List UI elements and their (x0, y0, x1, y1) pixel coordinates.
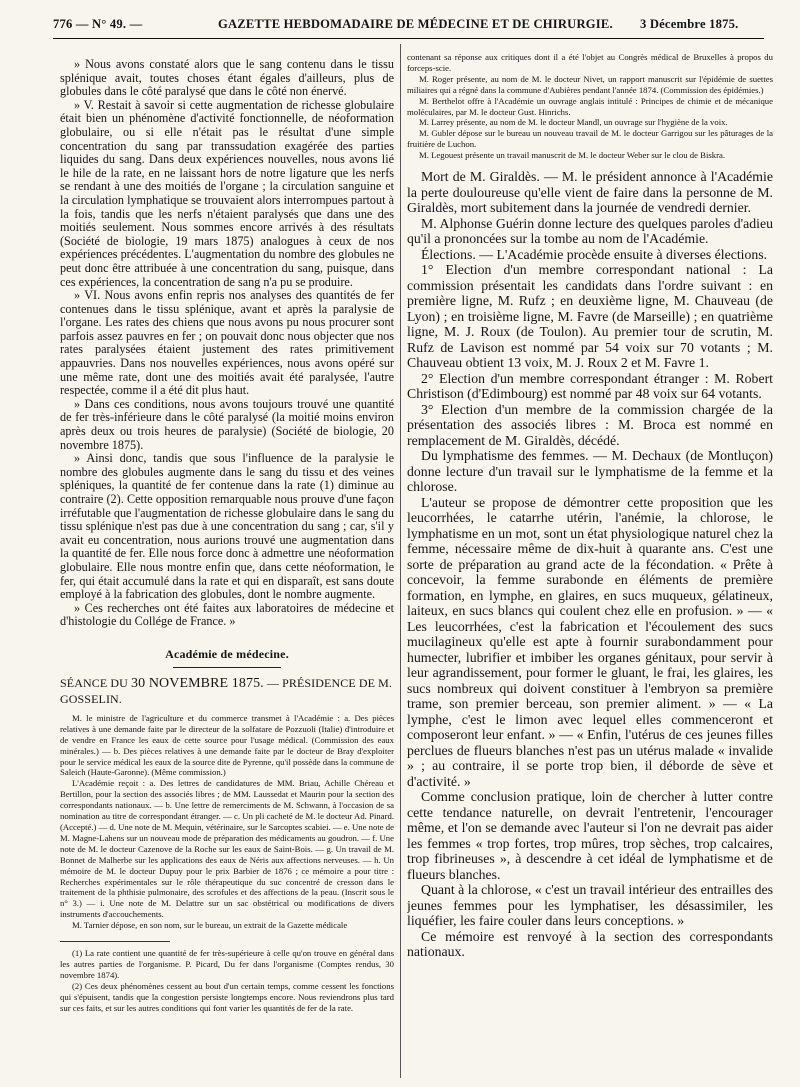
issue-number: — N° 49. — (75, 17, 143, 31)
minutes-paragraph: M. Roger présente, au nom de M. le docteur Nivet, un rapport manuscrit sur l'épidémie de suettes miliaires qui a régné dans la commune d'Aubières pendant l'année 1874. (Commission des épidémies.) (407, 73, 773, 95)
minutes-paragraph: L'Académie reçoit : a. Des lettres de candidatures de MM. Briau, Achille Chéreau et Bertillon, pour la section des associés libres ; de MM. Laussedat et Maurin pour la section des correspondants nationaux. — b. Une lettre de remerciments de M. Schwann, à l'occasion de sa nomination au titre de correspondant étranger. — c. Un pli cacheté de M. le docteur Ad. Pinard. (Accepté.) — d. Une note de M. Mequin, vétérinaire, sur le Sarcoptes scabiei. — e. Une note de M. Magne-Lahens sur un nouveau mode de préparation des médicaments au goudron. — f. Une note de M. le docteur Cazenove de la Roche sur les eaux de Saint-Bois. — g. Un travail de M. Bonnet de Malherbe sur les applications des eaux de Néris aux affections nerveuses. — h. Un mémoire de M. le docteur Dupuy pour le prix Barbier de 1876 ; ce mémoire a pour titre : Recherches expérimentales sur le rôle thérapeutique du suc concentré de cresson dans le traitement de la phthisie pulmonaire, des scrofules et des affections de la peau. (Inscrit sous le n° 3.) — i. Une note de M. Delattre sur un sac obstétrical ou modifications de divers instruments d'accouchements. (60, 778, 394, 920)
footnote-rule (60, 941, 170, 942)
article-paragraph: 2° Election d'un membre correspondant étranger : M. Robert Christison (d'Edimbourg) est nommé par 48 voix sur 64 votants. (407, 370, 773, 402)
left-column (60, 58, 394, 1078)
seance-date: 30 NOVEMBRE 1875. (131, 675, 264, 691)
article-paragraph: » V. Restait à savoir si cette augmentation de richesse globulaire était bien un phénomène d'activité fonctionnelle, de néoformation globulaire, ou si elle n'était pas le résultat d'une simple concentration du sang par transsudation exagérée des parties liquides du sang. Dans deux expériences nouvelles, nous avons lié le hile de la rate, en ne laissant hors de notre ligature que les nerfs se rendant à une des moitiés de l'organe ; la circulation sanguine et la circulation lymphatique se trouvaient alors interrompues partout à la fois, tandis que les nerfs n'étaient paralysés que dans une des moitiés seulement. Nous sommes encore arrivés à des résultats (Société de biologie, 19 mars 1875) analogues à ceux de nos expériences précédentes. L'augmentation du nombre des globules ne peut donc être attribuée à une concentration du sang, puisque, dans ces expériences, la concentration de sang n'a pu se produire. (60, 97, 394, 289)
article-paragraph: Élections. — L'Académie procède ensuite à diverses élections. (421, 246, 768, 262)
issue-date: 3 Décembre 1875. (640, 17, 739, 31)
minutes-paragraph: contenant sa réponse aux critiques dont il a été l'objet au Congrès médical de Bruxelles à propos du forceps-scie. (407, 52, 773, 73)
minutes-paragraph: M. Gubler dépose sur le bureau un nouveau travail de M. le docteur Garrigou sur les pâturages de la fruitière de Luchon. (407, 128, 773, 150)
page-header (0, 0, 800, 40)
article-paragraph: » Ces recherches ont été faites aux laboratoires de médecine et d'histologie du Collége de France. » (60, 600, 394, 629)
article-paragraph: L'auteur se propose de démontrer cette proposition que les leucorrhées, le catarrhe utérin, l'anémie, la chlorose, le lymphatisme en un mot, sont un état physiologique naturel chez la femme, nécessaire même de dix-huit à quarante ans. C'est une sorte de préparation au grand acte de la fécondation. « Prête à concevoir, la femme surabonde en éléments de première formation, en lymphe, en glaires, en sucs muqueux, gélatineux, laiteux, en sucs blancs qui coulent chez elle en profusion. » — « Les leucorrhées, c'est la fabrication et l'écoulement des sucs mucilagineux qu'elle est apte à fournir surabondamment pour humecter, lubrifier et imbiber les organes génitaux, pour servir à leur agrandissement, pour former le gluant, le frai, les glaires, les sucs nombreux qui doivent constituer à l'embryon sa première trame, son premier berceau, son premier aliment. » — « La lymphe, c'est le limon avec lequel elles commenceront et composeront leur enfant. » — « Enfin, l'utérus de ces jeunes filles perclues de flueurs blanches n'est pas un utérus malade « invalide » ; au contraire, il se porte trop bien, il déborde de sève et d'activité. » (407, 494, 773, 789)
section-title: Académie de médecine. (165, 646, 289, 661)
article-paragraph: Ce mémoire est renvoyé à la section des correspondants nationaux. (407, 928, 773, 960)
seance-heading (60, 676, 394, 707)
article-paragraph: 3° Election d'un membre de la commission chargée de la présentation des associés libres : M. Broca est nommé en remplacement de M. Giraldès, décédé. (407, 401, 773, 448)
article-paragraph: 1° Election d'un membre correspondant national : La commission présentait les candidats dans l'ordre suivant : en première ligne, M. Rufz ; en deuxième ligne, M. Chauveau (de Lyon) ; en troisième ligne, M. Favre (de Marseille) ; en quatrième ligne, M. J. Roux (de Toulon). Au premier tour de scrutin, M. Rufz de Lavison est nommé par 54 voix sur 70 votants ; M. Chauveau obtient 13 voix, M. J. Roux 2 et M. Favre 1. (407, 262, 773, 371)
seance-prefix: SÉANCE DU (60, 675, 132, 690)
article-paragraph: Du lymphatisme des femmes. — M. Dechaux (de Montluçon) donne lecture d'un travail sur le lymphatisme de la femme et la chlorose. (407, 448, 773, 495)
column-separator (400, 44, 401, 1078)
minutes-paragraph: M. Berthelot offre à l'Académie un ouvrage anglais intitulé : Principes de chimie et de mécanique moléculaires, par M. le docteur Gust. Hinrichs. (407, 95, 773, 117)
article-paragraph: Comme conclusion pratique, loin de chercher à lutter contre cette tendance naturelle, on devrait l'entretenir, l'encourager même, et l'on se demande avec l'auteur si l'on ne devrait pas aider les femmes « trop fortes, trop mûres, trop sèches, trop calcaires, trop fibrineuses », à descendre à cet idéal de lymphatisme et de flueurs blanches. (407, 789, 773, 882)
minutes-paragraph: M. le ministre de l'agriculture et du commerce transmet à l'Académie : a. Des pièces relatives à une demande faite par le directeur de la solfatare de Pozzuoli (Italie) d'introduire et de vendre en France les eaux de cette source pour l'usage médical. (Commission des eaux minérales.) — b. Des pièces relatives à une demande faite par le docteur de Bray d'exploiter pour le service médical les eaux de la source dite de Pyrenne, qu'il possède dans la commune de Saleich (Haute-Garonne). (Même commission.) (60, 712, 394, 778)
journal-title: GAZETTE HEBDOMADAIRE DE MÉDECINE ET DE CHIRURGIE. (218, 17, 613, 31)
right-column (407, 52, 773, 1082)
section-rule (173, 667, 281, 668)
minutes-paragraph: M. Tarnier dépose, en son nom, sur le bureau, un extrait de la Gazette médicale (72, 920, 348, 931)
article-paragraph: Mort de M. Giraldès. — M. le président annonce à l'Académie la perte douloureuse qu'elle vient de faire dans la personne de M. Giraldès, mort subitement dans la journée de vendredi dernier. (407, 169, 773, 216)
article-paragraph: » VI. Nous avons enfin repris nos analyses des quantités de fer contenues dans le tissu splénique, avant et après la paralysie de l'organe. Les rates des chiens que nous avons pu nous procurer sont parfois assez pauvres en fer ; on pouvait donc nous objecter que nos rates paralysées étaient justement des rates primitivement appauvries. Dans nos nouvelles expériences, nous avons opéré sur une même rate, dont une des moitiés avait été paralysée, l'autre respectée, comme il a été dit plus haut. (60, 288, 394, 398)
article-paragraph: » Dans ces conditions, nous avons toujours trouvé une quantité de fer très-inférieure dans le côté paralysé (la moitié moins environ après deux ou trois heures de paralysie) (Société de biologie, 20 novembre 1875). (60, 396, 394, 452)
article-paragraph: » Ainsi donc, tandis que sous l'influence de la paralysie le nombre des globules augmente dans le sang du tissu et des veines spléniques, la quantité de fer contenue dans la rate (1) diminue au contraire (2). Cette opposition remarquable nous prouve d'une façon irréfutable que l'augmentation de richesse globulaire dans le sang du tissu splénique n'est pas due à une concentration du sang ; car, s'il y avait eu concentration, nous aurions trouvé une augmentation dans la quantité de fer. Elle nous force donc à admettre une néoformation globulaire. Elle nous montre enfin que, dans cette néoformation, le fer, qui était accumulé dans la rate et qui en disparaît, est sans doute employé à la fabrication des globules, dont le nombre augmente. (60, 451, 394, 602)
article-paragraph: M. Alphonse Guérin donne lecture des quelques paroles d'adieu qu'il a prononcées sur la tombe au nom de l'Académie. (407, 215, 773, 247)
article-paragraph: Quant à la chlorose, « c'est un travail intérieur des entrailles des jeunes femmes pour les lymphatiser, les désassimiler, les liquéfier, les faire couler dans leurs conceptions. » (407, 882, 773, 929)
header-rule (53, 38, 764, 39)
article-paragraph: » Nous avons constaté alors que le sang contenu dans le tissu splénique avait, toutes choses étant égales d'ailleurs, plus de globules dans le côté paralysé que dans le côté non énervé. (60, 58, 394, 99)
page-number: 776 (53, 17, 73, 31)
footnote: (1) La rate contient une quantité de fer très-supérieure à celle qu'on trouve en général dans les autres parties de l'organisme. P. Picard, Du fer dans l'organisme (Comptes rendus, 30 novembre 1874). (60, 948, 394, 981)
footnote: (2) Ces deux phénomènes cessent au bout d'un certain temps, comme cessent les fonctions qui s'épuisent, tandis que la congestion persiste longtemps encore. Nous reviendrons plus tard sur ces faits, et sur les autres conditions qui font varier les quantités de fer de la rate. (60, 981, 394, 1014)
minutes-paragraph: M. Larrey présente, au nom de M. le docteur Mandl, un ouvrage sur l'hygiène de la voix. (419, 117, 728, 128)
seance-president: — PRÉSIDENCE DE M. GOSSELIN. (60, 675, 393, 706)
page-number-issue (53, 17, 142, 32)
minutes-paragraph: M. Legouest présente un travail manuscrit de M. le docteur Weber sur le clou de Biskra. (419, 150, 726, 161)
